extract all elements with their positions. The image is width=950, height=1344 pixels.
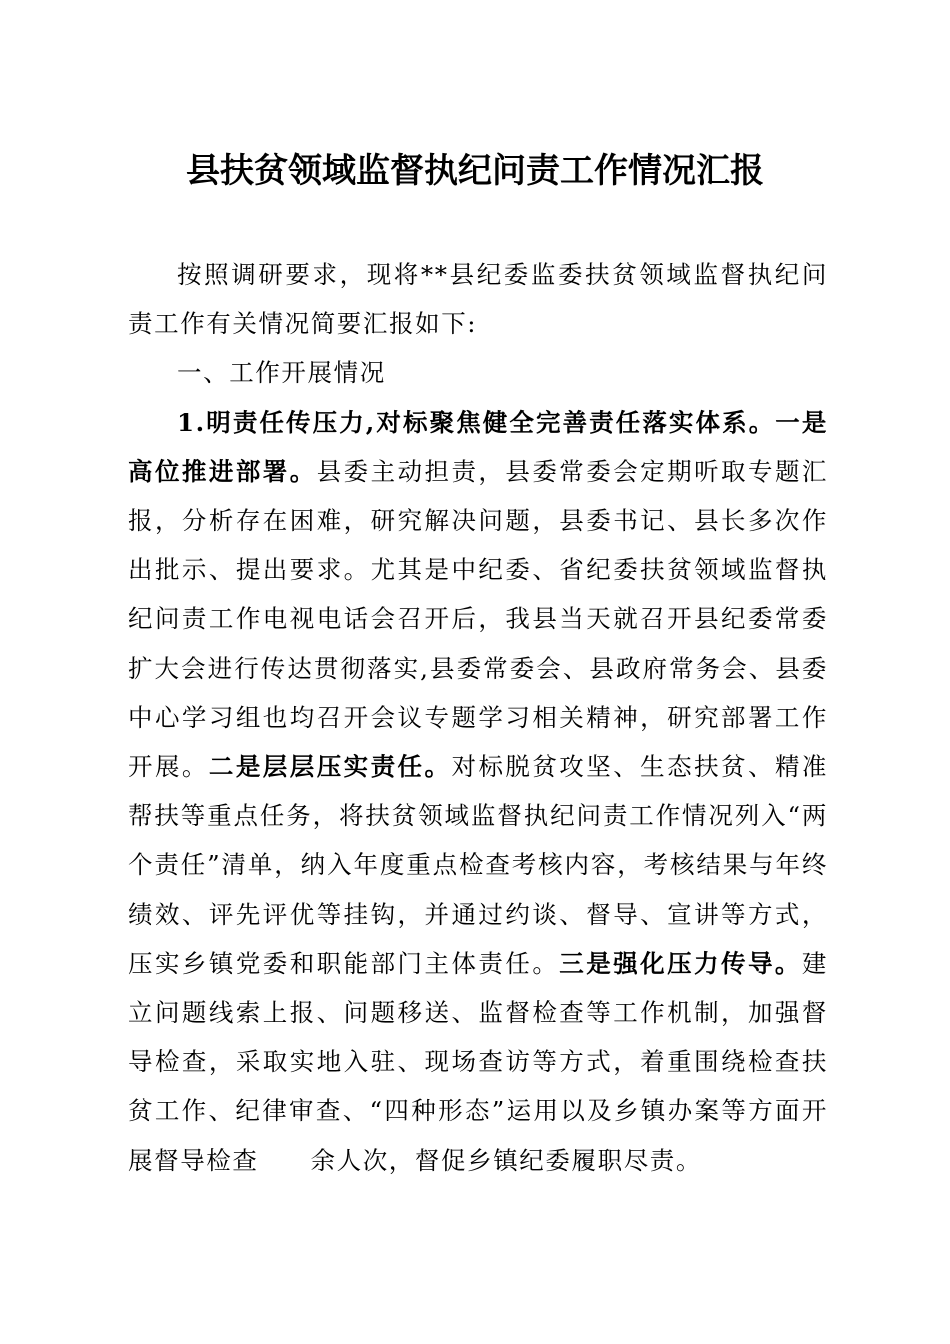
point-2-heading: 二是层层压实责任。 [208, 752, 452, 782]
section-heading: 一、工作开展情况 [177, 358, 386, 388]
point-3-heading: 三是强化压力传导。 [559, 948, 802, 978]
item-1-lead: 1.明责任传压力,对标聚焦健全完善责任落实体系。 [177, 407, 776, 437]
document-body [128, 250, 828, 1185]
point-2-text: 对标脱贫攻坚、生态扶贫、精准帮扶等重点任务，将扶贫领域监督执纪问责工作情况列入“两个责任”清单，纳入年度重点检查考核内容，考核结果与年终绩效、评先评优等挂钩，并通过约谈、督导、宣讲等方式，压实乡镇党委和职能部门主体责任。 [128, 752, 828, 978]
point-1-text: 县委主动担责，县委常委会定期听取专题汇报，分析存在困难，研究解决问题，县委书记、县长多次作出批示、提出要求。尤其是中纪委、省纪委扶贫领域监督执纪问责工作电视电话会召开后，我县当天就召开县纪委常委扩大会进行传达贯彻落实,县委常委会、县政府常务会、县委中心学习组也均召开会议专题学习相关精神，研究部署工作开展。 [128, 456, 829, 782]
intro-paragraph: 按照调研要求，现将**县纪委监委扶贫领域监督执纪问责工作有关情况简要汇报如下: [128, 260, 828, 339]
point-1-heading: 一是高位推进部署。 [128, 407, 828, 486]
item-1-paragraph [128, 398, 828, 1185]
point-3-text-b: 余人次，督促乡镇纪委履职尽责。 [310, 1145, 702, 1175]
document-title: 县扶贫领域监督执纪问责工作情况汇报 [186, 151, 764, 191]
point-3-text-a: 建立问题线索上报、问题移送、监督检查等工作机制，加强督导检查，采取实地入驻、现场查访等方式，着重围绕检查扶贫工作、纪律审查、“四种形态”运用以及乡镇办案等方面开展督导检查 [128, 948, 828, 1175]
